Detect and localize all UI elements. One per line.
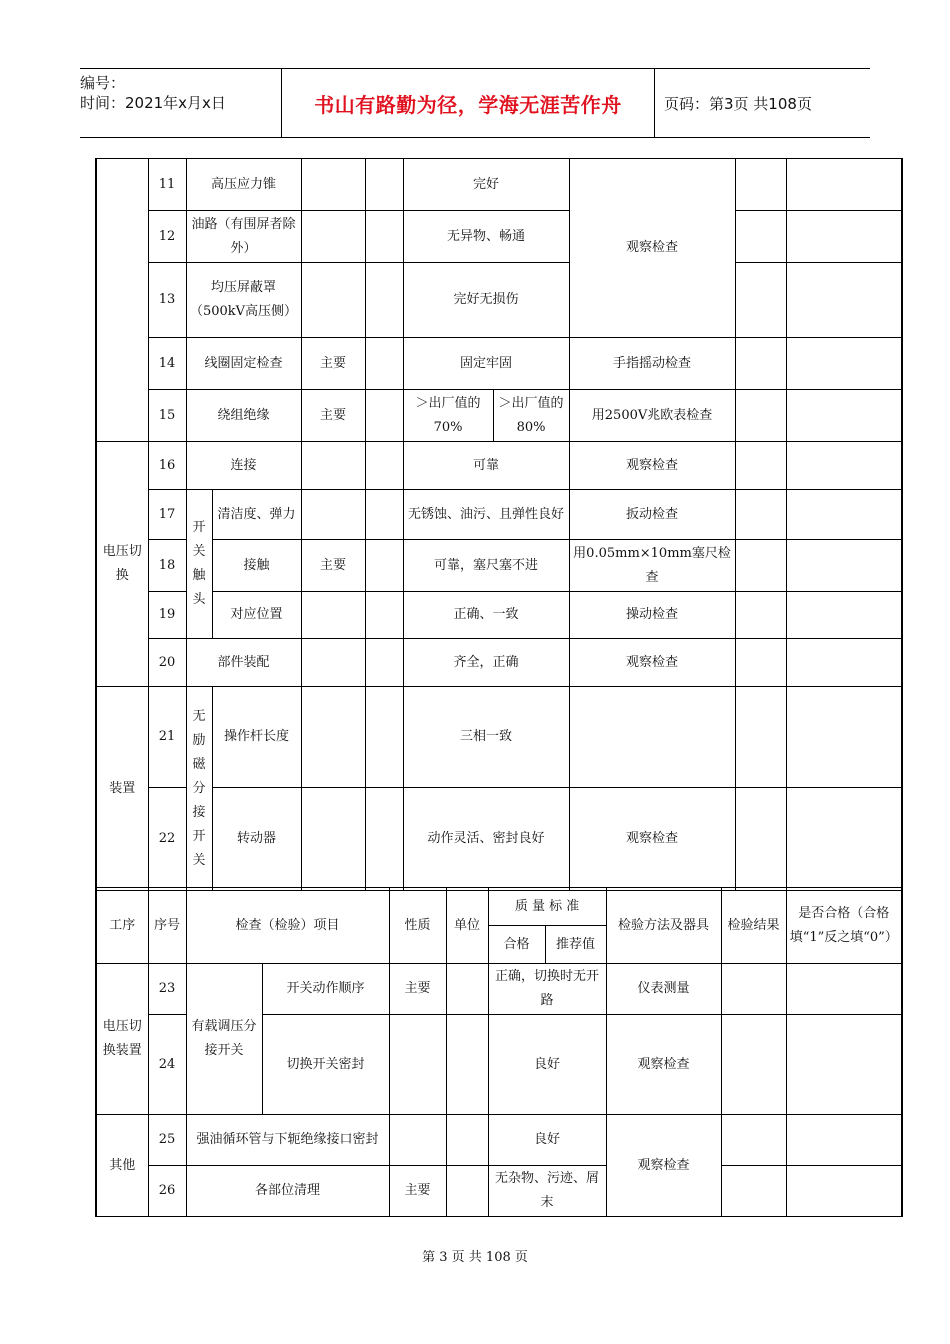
unit-cell <box>446 964 488 1015</box>
inspection-table-a <box>95 158 903 891</box>
unit-cell <box>365 211 403 263</box>
seq-cell: 12 <box>148 211 186 263</box>
unit-cell <box>446 1166 488 1217</box>
nature-cell <box>389 1115 446 1166</box>
method-cell: 仪表测量 <box>606 964 721 1015</box>
item-cell: 切换开关密封 <box>262 1015 389 1115</box>
seq-cell: 24 <box>148 1015 186 1115</box>
result-cell <box>721 1015 786 1115</box>
item-cell: 各部位清理 <box>186 1166 389 1217</box>
header-date: 时间：2021年x月x日 <box>80 94 226 112</box>
result-cell <box>735 687 786 788</box>
item-cell: 高压应力锥 <box>186 159 301 211</box>
qualified-cell: 良好 <box>488 1015 606 1115</box>
method-cell: 手指摇动检查 <box>569 338 735 390</box>
item-cell: 开关动作顺序 <box>262 964 389 1015</box>
qualified-cell: 可靠 <box>403 442 569 490</box>
seq-cell: 17 <box>148 490 186 540</box>
pass-cell <box>786 639 902 687</box>
unit-cell <box>365 490 403 540</box>
header-meta <box>80 69 280 137</box>
header-nature: 性质 <box>389 888 446 964</box>
method-cell: 用2500V兆欧表检查 <box>569 390 735 442</box>
nature-cell <box>301 490 365 540</box>
header-page-label: 页码：第3页 共108页 <box>664 94 812 113</box>
group-cell-device: 装置 <box>96 687 148 891</box>
method-cell: 扳动检查 <box>569 490 735 540</box>
unit-cell <box>365 338 403 390</box>
pass-cell <box>786 1115 902 1166</box>
qualified-cell: 可靠，塞尺塞不进 <box>403 540 569 592</box>
seq-cell: 20 <box>148 639 186 687</box>
unit-cell <box>365 687 403 788</box>
table-row <box>96 964 902 1015</box>
nature-cell <box>301 263 365 338</box>
result-cell <box>735 639 786 687</box>
item-cell: 部件装配 <box>186 639 301 687</box>
pass-cell <box>786 263 902 338</box>
nature-cell <box>301 687 365 788</box>
qualified-cell: ＞出厂值的70% <box>403 390 493 442</box>
page-footer: 第 3 页 共 108 页 <box>422 1250 528 1265</box>
seq-cell: 22 <box>148 788 186 891</box>
page-header <box>80 68 870 138</box>
nature-cell: 主要 <box>301 390 365 442</box>
method-cell: 观察检查 <box>606 1015 721 1115</box>
nature-cell <box>301 639 365 687</box>
header-unit: 单位 <box>446 888 488 964</box>
subgroup-cell-contact: 开关触头 <box>186 490 212 639</box>
qualified-cell: 无杂物、污迹、屑末 <box>488 1166 606 1217</box>
item-cell: 操作杆长度 <box>212 687 301 788</box>
result-cell <box>735 263 786 338</box>
method-cell: 观察检查 <box>569 788 735 891</box>
subgroup-cell-noexc: 无励磁分接开关 <box>186 687 212 891</box>
table-row <box>96 1115 902 1166</box>
table-row <box>96 592 902 639</box>
result-cell <box>735 592 786 639</box>
unit-cell <box>365 159 403 211</box>
pass-cell <box>786 390 902 442</box>
method-cell <box>569 687 735 788</box>
header-recommended: 推荐值 <box>545 926 606 964</box>
qualified-cell: 固定牢固 <box>403 338 569 390</box>
qualified-cell: 完好 <box>403 159 569 211</box>
group-cell-other: 其他 <box>96 1115 148 1217</box>
nature-cell: 主要 <box>301 540 365 592</box>
pass-cell <box>786 159 902 211</box>
result-cell <box>735 211 786 263</box>
qualified-cell: 无异物、畅通 <box>403 211 569 263</box>
pass-cell <box>786 687 902 788</box>
pass-cell <box>786 490 902 540</box>
method-cell: 操动检查 <box>569 592 735 639</box>
header-method: 检验方法及器具 <box>606 888 721 964</box>
seq-cell: 13 <box>148 263 186 338</box>
header-item: 检查（检验）项目 <box>186 888 389 964</box>
nature-cell: 主要 <box>389 1166 446 1217</box>
table-row <box>96 211 902 263</box>
method-cell: 用0.05mm×10mm塞尺检查 <box>569 540 735 592</box>
unit-cell <box>446 1015 488 1115</box>
nature-cell: 主要 <box>389 964 446 1015</box>
group-cell-voltage-device: 电压切换装置 <box>96 964 148 1115</box>
header-standard: 质 量 标 准 <box>488 888 606 926</box>
seq-cell: 11 <box>148 159 186 211</box>
unit-cell <box>365 263 403 338</box>
item-cell: 线圈固定检查 <box>186 338 301 390</box>
qualified-cell: 良好 <box>488 1115 606 1166</box>
item-cell: 强油循环管与下轭绝缘接口密封 <box>186 1115 389 1166</box>
subgroup-cell-onload: 有载调压分接开关 <box>186 964 262 1115</box>
table-row <box>96 687 902 788</box>
pass-cell <box>786 211 902 263</box>
group-cell-voltage: 电压切换 <box>96 442 148 687</box>
header-seq: 序号 <box>148 888 186 964</box>
item-cell: 油路（有围屏者除外） <box>186 211 301 263</box>
seq-cell: 25 <box>148 1115 186 1166</box>
nature-cell <box>301 592 365 639</box>
qualified-cell: 齐全，正确 <box>403 639 569 687</box>
method-cell: 观察检查 <box>569 442 735 490</box>
qualified-cell: 动作灵活、密封良好 <box>403 788 569 891</box>
pass-cell <box>786 338 902 390</box>
table-row <box>96 263 902 338</box>
nature-cell <box>389 1015 446 1115</box>
result-cell <box>735 442 786 490</box>
qualified-cell: 无锈蚀、油污、且弹性良好 <box>403 490 569 540</box>
pass-cell <box>786 1166 902 1217</box>
pass-cell <box>786 442 902 490</box>
table-row <box>96 442 902 490</box>
item-cell: 对应位置 <box>212 592 301 639</box>
pass-cell <box>786 540 902 592</box>
recommended-cell: ＞出厂值的80% <box>493 390 569 442</box>
qualified-cell: 三相一致 <box>403 687 569 788</box>
result-cell <box>721 964 786 1015</box>
table-row <box>96 159 902 211</box>
result-cell <box>735 338 786 390</box>
seq-cell: 14 <box>148 338 186 390</box>
header-process: 工序 <box>96 888 148 964</box>
method-cell: 观察检查 <box>606 1115 721 1217</box>
pass-cell <box>786 592 902 639</box>
method-cell: 观察检查 <box>569 159 735 338</box>
result-cell <box>735 788 786 891</box>
unit-cell <box>365 788 403 891</box>
result-cell <box>735 540 786 592</box>
unit-cell <box>365 540 403 592</box>
pass-cell <box>786 1015 902 1115</box>
seq-cell: 18 <box>148 540 186 592</box>
seq-cell: 15 <box>148 390 186 442</box>
pass-cell <box>786 788 902 891</box>
method-cell: 观察检查 <box>569 639 735 687</box>
seq-cell: 21 <box>148 687 186 788</box>
item-cell: 转动器 <box>212 788 301 891</box>
unit-cell <box>446 1115 488 1166</box>
nature-cell: 主要 <box>301 338 365 390</box>
nature-cell <box>301 159 365 211</box>
seq-cell: 26 <box>148 1166 186 1217</box>
item-cell: 清洁度、弹力 <box>212 490 301 540</box>
table-row <box>96 540 902 592</box>
item-cell: 接触 <box>212 540 301 592</box>
unit-cell <box>365 442 403 490</box>
result-cell <box>721 1166 786 1217</box>
header-result: 检验结果 <box>721 888 786 964</box>
seq-cell: 19 <box>148 592 186 639</box>
pass-cell <box>786 964 902 1015</box>
header-motto: 书山有路勤为径，学海无涯苦作舟 <box>281 69 655 137</box>
table-row <box>96 338 902 390</box>
table-row <box>96 1166 902 1217</box>
unit-cell <box>365 639 403 687</box>
result-cell <box>735 159 786 211</box>
result-cell <box>721 1115 786 1166</box>
result-cell <box>735 490 786 540</box>
table-row <box>96 639 902 687</box>
nature-cell <box>301 442 365 490</box>
header-pass: 是否合格（合格填“1”反之填“0”） <box>786 888 902 964</box>
qualified-cell: 完好无损伤 <box>403 263 569 338</box>
table-row <box>96 490 902 540</box>
result-cell <box>735 390 786 442</box>
seq-cell: 23 <box>148 964 186 1015</box>
item-cell: 连接 <box>186 442 301 490</box>
unit-cell <box>365 390 403 442</box>
header-number: 编号： <box>80 74 126 92</box>
unit-cell <box>365 592 403 639</box>
item-cell: 均压屏蔽罩（500kV高压侧） <box>186 263 301 338</box>
item-cell: 绕组绝缘 <box>186 390 301 442</box>
table-row <box>96 788 902 891</box>
qualified-cell: 正确，切换时无开路 <box>488 964 606 1015</box>
header-qualified: 合格 <box>488 926 545 964</box>
table-header-row <box>96 888 902 926</box>
nature-cell <box>301 788 365 891</box>
seq-cell: 16 <box>148 442 186 490</box>
table-row <box>96 390 902 442</box>
qualified-cell: 正确、一致 <box>403 592 569 639</box>
inspection-table-b <box>95 887 903 1217</box>
nature-cell <box>301 211 365 263</box>
group-cell-empty <box>96 159 148 442</box>
